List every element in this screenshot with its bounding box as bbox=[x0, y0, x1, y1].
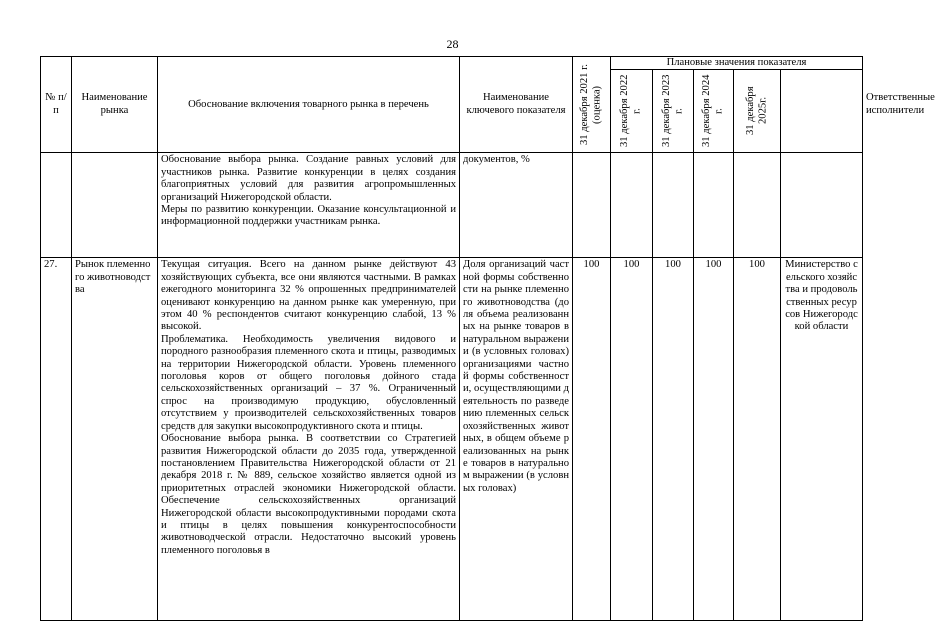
header-no: № п/п bbox=[41, 57, 72, 153]
cell-2021: 100 bbox=[573, 258, 611, 621]
cell-2023 bbox=[653, 153, 694, 258]
cell-2021 bbox=[573, 153, 611, 258]
cell-market: Рынок племенного животноводства bbox=[72, 258, 158, 621]
header-2025-text: 31 декабря 2025г. bbox=[744, 87, 768, 136]
rationale-paragraph: Проблематика. Необходимость увеличения видового и породного разнообразия племенного скота и птицы, разводимых на территории Нижегородской области. Уровень племенного поголовья коров от общего поголовья дойного стада сельскохозяйственных организаций – 37 %. Ограниченный спрос на производимую продукцию, обусловленный отсутствием у производителей сельскохозяйственных товаров средств для закупки высокопродуктивного скота и птицы. bbox=[161, 333, 456, 432]
rationale-paragraph: Обоснование выбора рынка. В соответствии со Стратегией развития Нижегородской области до 2035 года, утвержденной постановлением Правительства Нижегородской области от 21 декабря 2018 г. № 889, сельское хозяйство является одной из приоритетных отраслей экономики Нижегородской области. Обеспечение сельскохозяйственных организаций Нижегородской области высокопродуктивными породами скота и птицы в целях повышения конкурентоспособности животноводческой отрасли. Недостаточно высокий уровень племенного поголовья в bbox=[161, 433, 456, 556]
rationale-paragraph: Обоснование выбора рынка. Создание равных условий для участников рынка. Развитие конкуренции в целях создания благоприятных условий для развития агропромышленных организаций Нижегородской области. bbox=[161, 154, 456, 203]
competition-table bbox=[40, 56, 935, 621]
page-number: 28 bbox=[446, 37, 459, 51]
cell-2025: 100 bbox=[734, 258, 781, 621]
cell-2022 bbox=[611, 153, 653, 258]
header-2023-cell bbox=[653, 70, 694, 153]
cell-executors: Министерство сельского хозяйства и продовольственных ресурсов Нижегородской области bbox=[781, 258, 863, 621]
header-2022-cell bbox=[611, 70, 653, 153]
header-2023-text: 31 декабря 2023 г. bbox=[660, 75, 684, 148]
header-rationale: Обоснование включения товарного рынка в перечень bbox=[158, 57, 460, 153]
header-2024-cell bbox=[694, 70, 734, 153]
indicator-text: Доля организаций частной формы собственности на рынке племенного животноводства (доля объема реализованных на рынке товаров в натуральном выражении (в условных головах) организациями частной формы собственности, осуществляющими деятельность по разведению племенных сельскохозяйственных животных, в общем объеме реализованных на рынке товаров в натуральном выражении (в условных головах) bbox=[463, 259, 570, 494]
cell-market bbox=[72, 153, 158, 258]
header-market: Наименование рынка bbox=[72, 57, 158, 153]
table-row bbox=[41, 153, 863, 258]
cell-2024: 100 bbox=[694, 258, 734, 621]
cell-no bbox=[41, 153, 72, 258]
header-indicator: Наименование ключевого показателя bbox=[460, 57, 573, 153]
cell-indicator bbox=[460, 258, 573, 621]
cell-2024 bbox=[694, 153, 734, 258]
rationale-paragraph: Текущая ситуация. Всего на данном рынке действуют 43 хозяйствующих субъекта, все они являются частными. В рамках ежегодного мониторинга 32 % опрошенных предпринимателей оценивают конкуренцию на данном рынке как умеренную, при этом 40 % респондентов считают конкуренцию слабой, 13 % высокой. bbox=[161, 259, 456, 333]
table-row bbox=[41, 258, 863, 621]
cell-executors bbox=[781, 153, 863, 258]
header-2021-text: 31 декабря 2021 г. (оценка) bbox=[579, 64, 603, 146]
header-2021 bbox=[573, 57, 611, 153]
header-2025-cell bbox=[734, 70, 781, 153]
header-2024-text: 31 декабря 2024 г. bbox=[701, 75, 725, 148]
cell-2022: 100 bbox=[611, 258, 653, 621]
header-row-1: № п/п Наименование рынка Обоснование включения товарного рынка в перечень Наименование ключевого показателя 31 декабря 2021 г. (оценка) Плановые значения показателя Ответственные исполнители bbox=[41, 57, 863, 70]
header-planned-group: Плановые значения показателя bbox=[611, 57, 863, 70]
cell-indicator: документов, % bbox=[460, 153, 573, 258]
header-2022-text: 31 декабря 2022 г. bbox=[619, 75, 643, 148]
cell-2023: 100 bbox=[653, 258, 694, 621]
cell-no: 27. bbox=[41, 258, 72, 621]
cell-2025 bbox=[734, 153, 781, 258]
cell-rationale bbox=[158, 153, 460, 258]
cell-rationale bbox=[158, 258, 460, 621]
rationale-paragraph: Меры по развитию конкуренции. Оказание консультационной и информационной поддержки участникам рынка. bbox=[161, 204, 456, 228]
